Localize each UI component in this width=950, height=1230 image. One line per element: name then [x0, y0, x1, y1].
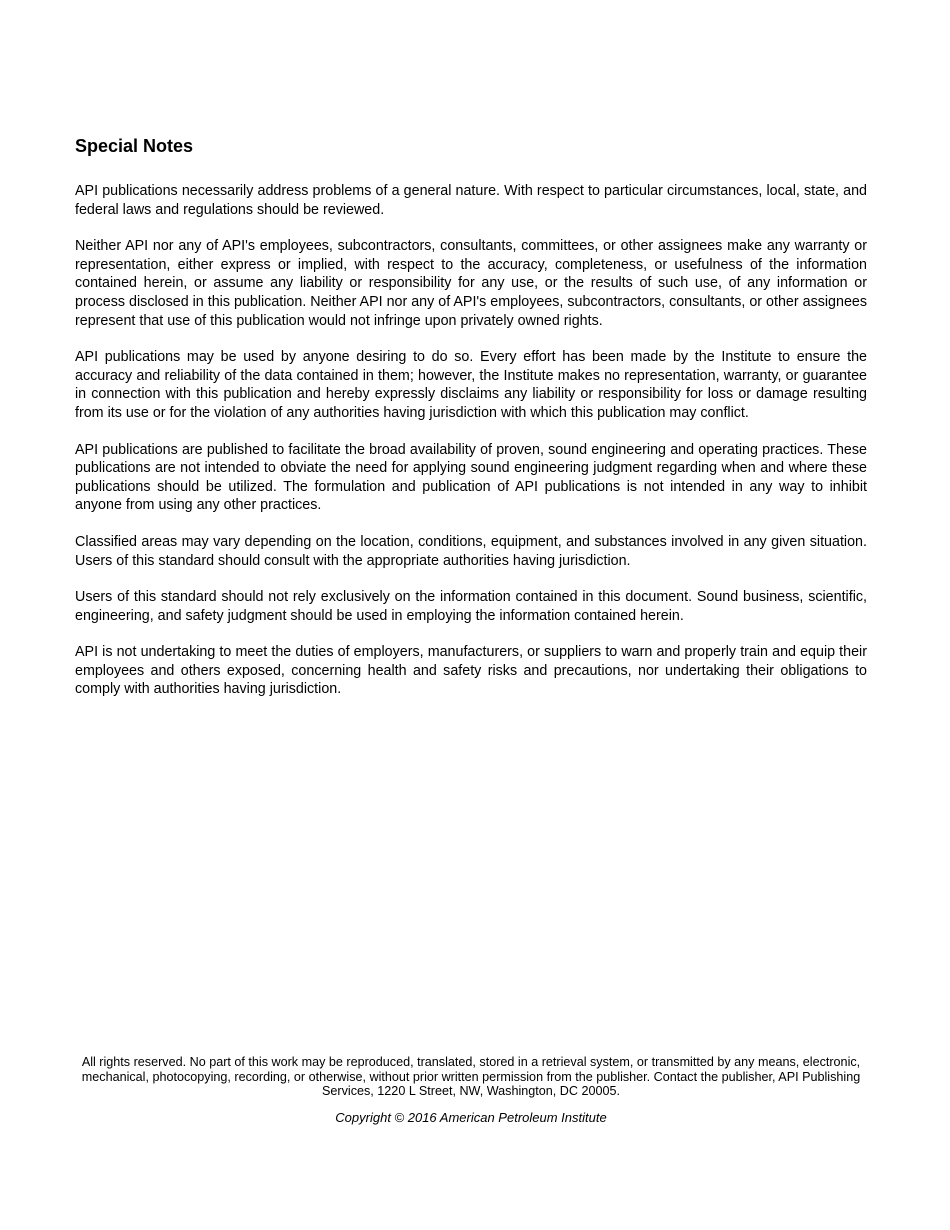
paragraph-employer-duties: API is not undertaking to meet the duties of employers, manufacturers, or suppliers to warn and properly train and equip their employees and others exposed, concerning health and safety risks and precautions, nor undertaking their obligations to comply with authorities having jurisdiction. — [75, 644, 867, 698]
notes-body — [75, 182, 867, 717]
copyright-notice: Copyright © 2016 American Petroleum Institute — [335, 1109, 607, 1125]
paragraph-general-nature: API publications necessarily address problems of a general nature. With respect to particular circumstances, local, state, and federal laws and regulations should be reviewed. — [75, 183, 867, 218]
page-title: Special Notes — [75, 136, 194, 156]
page-footer — [75, 1055, 867, 1126]
rights-notice: All rights reserved. No part of this work may be reproduced, translated, stored in a retrieval system, or transmitted by any means, electronic, mechanical, photocopying, recording, or otherwise, without prior written permission from the publisher. Contact the publisher, API Publishing Services, 1220 L Street, NW, Washington, DC 20005. — [81, 1055, 861, 1098]
paragraph-user-reliance: Users of this standard should not rely exclusively on the information contained in this document. Sound business, scientific, engineering, and safety judgment should be used in employing the information contained herein. — [75, 589, 867, 624]
paragraph-usage-liability: API publications may be used by anyone desiring to do so. Every effort has been made by the Institute to ensure the accuracy and reliability of the data contained in them; however, the Institute makes no representation, warranty, or guarantee in connection with this publication and hereby expressly disclaims any liability or responsibility for loss or damage resulting from its use or for the violation of any authorities having jurisdiction with which this publication may conflict. — [75, 349, 867, 421]
paragraph-warranty-disclaimer: Neither API nor any of API's employees, subcontractors, consultants, committees, or other assignees make any warranty or representation, either express or implied, with respect to the accuracy, completeness, or usefulness of the information contained herein, or assume any liability or responsibility for any use, or the results of such use, of any information or process disclosed in this publication. Neither API nor any of API's employees, subcontractors, consultants, or other assignees represent that use of this publication would not infringe upon privately owned rights. — [75, 238, 867, 329]
paragraph-engineering-practices: API publications are published to facilitate the broad availability of proven, sound engineering and operating practices. These publications are not intended to obviate the need for applying sound engineering judgment regarding when and where these publications should be utilized. The formulation and publication of API publications is not intended in any way to inhibit anyone from using any other practices. — [75, 441, 867, 514]
paragraph-classified-areas: Classified areas may vary depending on the location, conditions, equipment, and substances involved in any given situation. Users of this standard should consult with the appropriate authorities having jurisdiction. — [75, 533, 867, 569]
